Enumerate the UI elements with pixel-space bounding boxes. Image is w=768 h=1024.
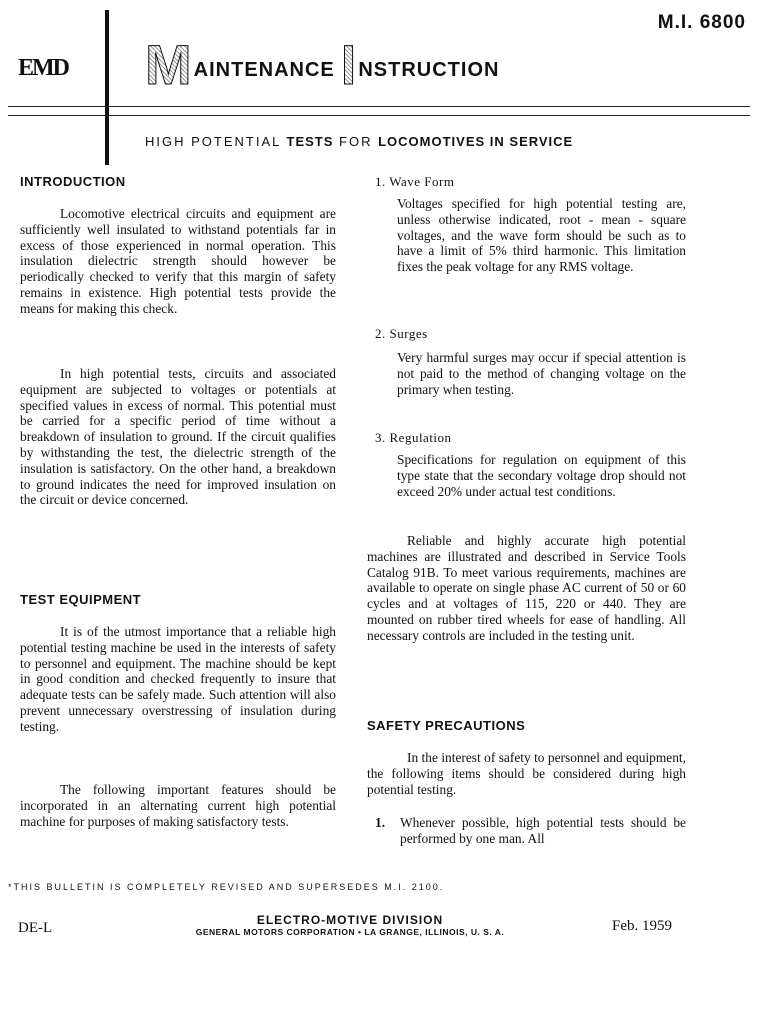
- banner-word-nstruction: NSTRUCTION: [358, 59, 500, 81]
- banner-word-aintenance: AINTENANCE: [193, 59, 335, 81]
- corporation-line: GENERAL MOTORS CORPORATION • LA GRANGE, ILLINOIS, U. S. A.: [195, 927, 505, 937]
- equipment-paragraph-2: The following important features should be incorporated in an alternating current high potential machine for purposes of making satisfactory tests.: [20, 782, 336, 829]
- header-rule-bottom: [8, 115, 750, 116]
- revision-note: *THIS BULLETIN IS COMPLETELY REVISED AND SUPERSEDES M.I. 2100.: [8, 882, 445, 892]
- doc-number: M.I. 6800: [657, 12, 746, 33]
- safety-precautions-heading: SAFETY PRECAUTIONS: [367, 718, 526, 733]
- banner-letter-m: M: [145, 33, 192, 96]
- introduction-heading: INTRODUCTION: [20, 174, 126, 189]
- safety-item-1-text: Whenever possible, high potential tests should be performed by one man. All: [400, 815, 686, 846]
- intro-paragraph-2: In high potential tests, circuits and associated equipment are subjected to voltages or potentials at specified values in excess of normal. This potential must be carried for a specific period of time without a breakdown of insulation to ground. If the circuit qualifies by withstanding the test, the dielectric strength of the insulation is satisfactory. On the other hand, a breakdown to ground indicates the need for improved insulation on the circuit or device concerned.: [20, 366, 336, 508]
- subtitle-part: HIGH POTENTIAL: [145, 134, 281, 149]
- item-3-title: 3. Regulation: [375, 430, 452, 445]
- equipment-paragraph-1: It is of the utmost importance that a reliable high potential testing machine be used in the interests of safety to personnel and equipment. The machine should be kept in good condition and checked frequently to insure that adequate tests can be safely made. Such attention will also prevent unnecessary overstressing of insulation during testing.: [20, 624, 336, 734]
- item-1-title: 1. Wave Form: [375, 174, 455, 189]
- footer-date: Feb. 1959: [612, 918, 672, 934]
- safety-paragraph: In the interest of safety to personnel and equipment, the following items should be considered during high potential testing.: [367, 750, 686, 797]
- banner-letter-i: I: [340, 33, 357, 96]
- subtitle-part: TESTS: [286, 134, 334, 149]
- title-banner: [145, 33, 505, 96]
- test-equipment-heading: TEST EQUIPMENT: [20, 592, 142, 607]
- division-line: ELECTRO-MOTIVE DIVISION: [256, 913, 444, 927]
- safety-item-1-number: 1.: [375, 815, 386, 830]
- item-1-text: Voltages specified for high potential testing are, unless otherwise indicated, root - mean - square voltages, and the wave form should be such as to have a limit of 5% third harmonic. This limitation fixes the peak voltage for any RMS voltage.: [397, 196, 686, 275]
- subtitle-part: LOCOMOTIVES IN SERVICE: [378, 134, 574, 149]
- footer-code: DE-L: [18, 920, 53, 936]
- intro-paragraph-1: Locomotive electrical circuits and equipment are sufficiently well insulated to withstand potentials far in excess of those experienced in normal operation. This insulation dielectric strength should however be periodically checked to verify that this margin of safety remains in existence. High potential tests provide the means for making this check.: [20, 206, 336, 316]
- header-vertical-rule: [105, 10, 109, 165]
- item-2-text: Very harmful surges may occur if special attention is not paid to the method of changing voltage on the primary when testing.: [397, 350, 686, 397]
- catalog-paragraph: Reliable and highly accurate high potential machines are illustrated and described in Service Tools Catalog 91B. To meet various requirements, machines are available to operate on single phase AC current of 50 or 60 cycles and at voltages of 115, 220 or 440. They are mounted on rubber tired wheels for ease of handling. All necessary controls are included in the testing unit.: [367, 533, 686, 643]
- item-2-title: 2. Surges: [375, 326, 428, 341]
- item-3-text: Specifications for regulation on equipment of this type state that the secondary voltage drop should not exceed 20% under actual test conditions.: [397, 452, 686, 499]
- document-subtitle: [145, 134, 573, 149]
- subtitle-part: FOR: [339, 134, 373, 149]
- header-rule-top: [8, 106, 750, 107]
- emd-logo: EMD: [18, 55, 68, 81]
